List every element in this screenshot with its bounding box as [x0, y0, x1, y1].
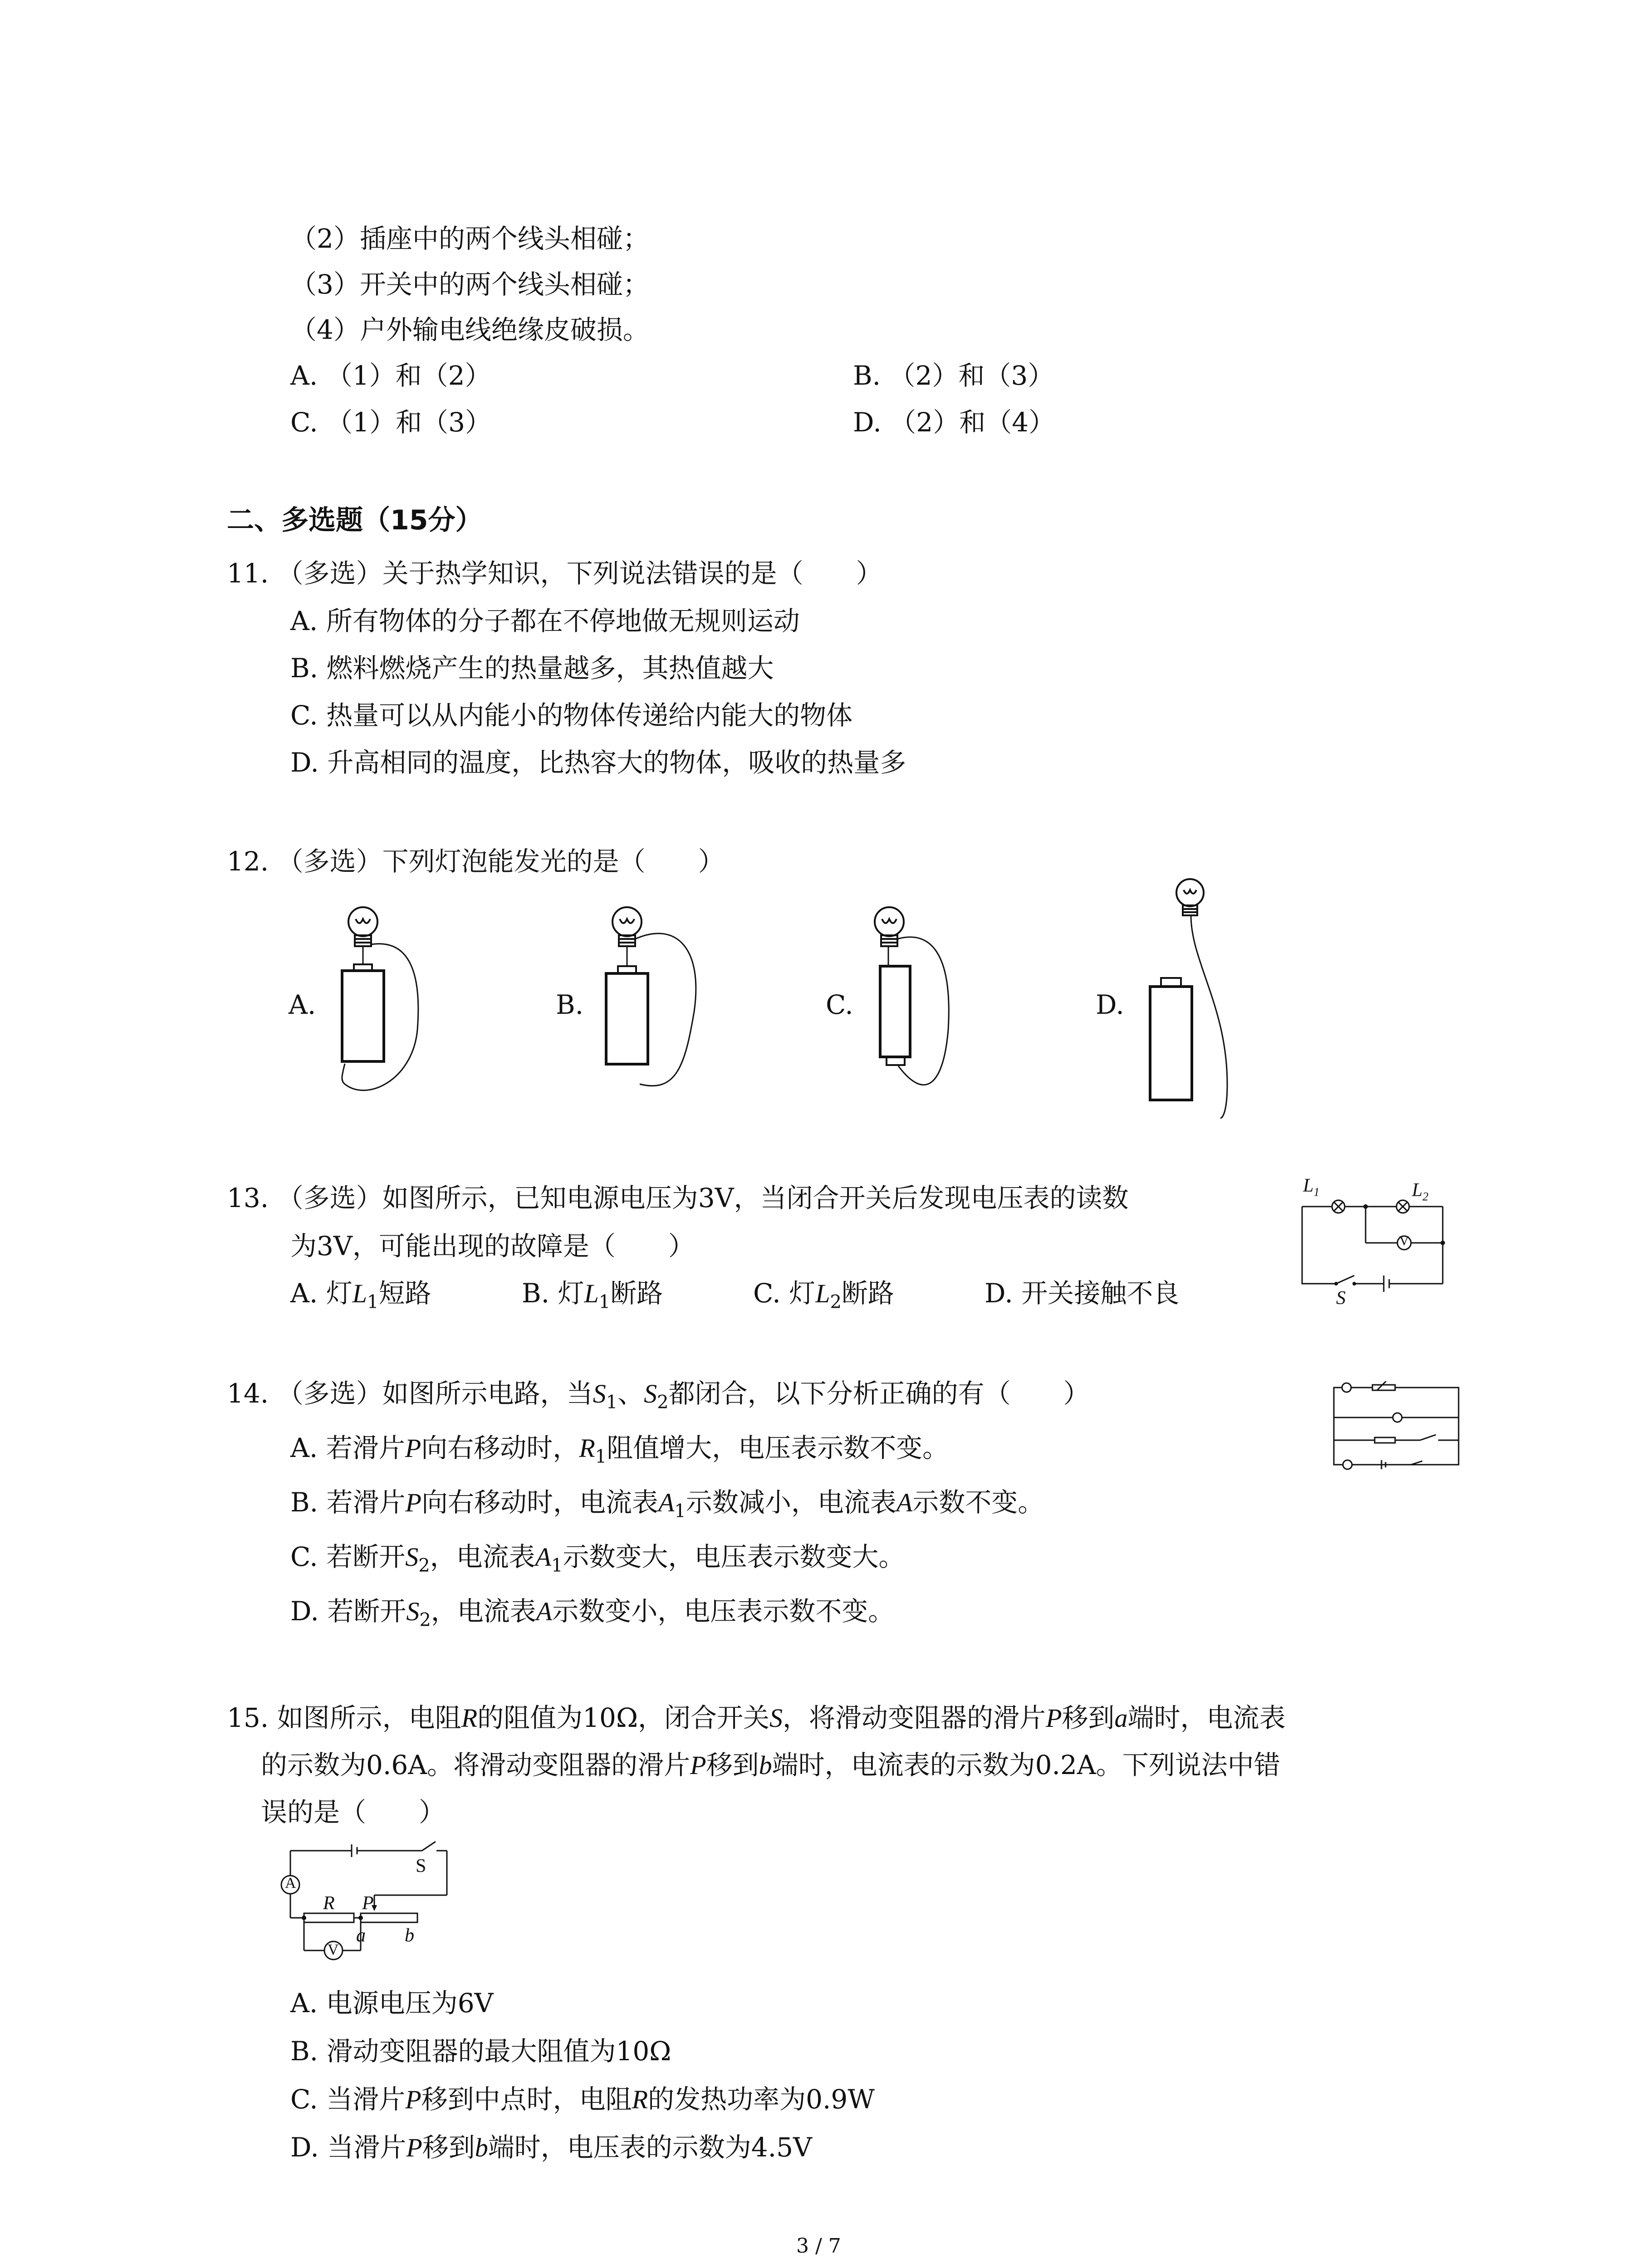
q14-a-pre: A. 若滑片: [290, 1432, 405, 1463]
q15-l2-b: 。将滑动变阻器的滑片: [427, 1750, 691, 1780]
q13-b-pre: B. 灯: [522, 1278, 584, 1309]
q15-fig-ammeter: A: [285, 1875, 296, 1892]
q15-b-pre: B. 滑动变阻器的最大阻值为: [290, 2036, 616, 2067]
q13-option-c: [753, 1280, 894, 1311]
bulb-circuit-c: [853, 894, 971, 1116]
q15-l2-e: 。下列说法中错: [1096, 1750, 1280, 1780]
item-2: （2）插座中的两个线头相碰；: [290, 223, 649, 254]
q13-stem-line1: [227, 1185, 1129, 1211]
q15-d-b: b: [475, 2133, 488, 2162]
q15-option-a: [290, 1988, 494, 2019]
q14-b-a2: A: [896, 1488, 913, 1517]
q14-c-s: S: [405, 1542, 419, 1572]
q11-option-b: B. 燃料燃烧产生的热量越多，其热值越大: [290, 653, 774, 684]
q14-option-a: [290, 1432, 949, 1467]
q15-l2-c: 移到: [706, 1750, 759, 1780]
q15-c-val: 0.9W: [806, 2084, 875, 2115]
q14-s1-sub: 1: [606, 1392, 618, 1413]
q13-option-a: [290, 1280, 431, 1311]
q13-b-sub: 1: [598, 1291, 611, 1313]
q15-l1-c: ，闭合开关: [638, 1702, 770, 1733]
q15-fig-s: S: [416, 1856, 426, 1877]
q14-a-r-sub: 1: [595, 1446, 607, 1467]
q15-d-mid: 移到: [422, 2132, 475, 2163]
q15-circuit: [272, 1837, 481, 1982]
section-title: 二、多选题（15分）: [227, 504, 483, 536]
q13-voltage-1: 3V: [698, 1183, 734, 1213]
q12-label-b: B.: [556, 989, 584, 1020]
q14-option-d: [290, 1598, 894, 1629]
q14-option-b: [290, 1489, 1044, 1520]
q14-d-s: S: [406, 1597, 420, 1626]
q14-d-post: 示数变小，电压表示数不变。: [552, 1596, 895, 1627]
q13-fig-s: S: [1336, 1288, 1346, 1309]
q14-c-a-sub: 1: [551, 1555, 563, 1576]
q14-a-r: R: [579, 1433, 595, 1463]
q15-l2-d: 端时，电流表的示数为: [772, 1750, 1035, 1780]
q12-label-d: D.: [1096, 989, 1124, 1020]
q13-c-post: 断路: [841, 1278, 894, 1309]
q15-a-pre: A. 电源电压为: [290, 1988, 458, 2019]
q14-b-mid: 向右移动时，电流表: [421, 1487, 658, 1518]
q13-fig-v: V: [1399, 1233, 1409, 1248]
q14-c-pre: C. 若断开: [290, 1541, 406, 1572]
q15-l1-f: 端时，电流表: [1127, 1702, 1286, 1733]
q15-l1-e: 移到: [1062, 1702, 1115, 1733]
q13-c-pre: C. 灯: [753, 1278, 816, 1309]
q14-b-mid2: 示数减小，电流表: [686, 1487, 896, 1518]
q15-l2-a: 的示数为: [261, 1750, 367, 1780]
q15-option-d: [290, 2134, 812, 2161]
q15-c-r: R: [632, 2085, 648, 2114]
q15-l1-a2: a: [1114, 1703, 1128, 1733]
q14-s2-sub: 2: [657, 1392, 669, 1413]
q13-stem-post: ，当闭合开关后发现电压表的读数: [734, 1183, 1129, 1213]
q14-stem-post: 都闭合，以下分析正确的有（ ）: [668, 1378, 1090, 1409]
q11-stem: 11. （多选）关于热学知识，下列说法错误的是（ ）: [227, 558, 882, 589]
q13-b-var: L: [584, 1279, 599, 1308]
q11-option-a: A. 所有物体的分子都在不停地做无规则运动: [290, 606, 800, 636]
q14-circuit: [1329, 1381, 1465, 1474]
q15-l1-b: 的阻值为: [477, 1702, 583, 1733]
item-3: （3）开关中的两个线头相碰；: [290, 269, 649, 300]
bulb-circuit-a: [318, 894, 436, 1116]
q10-option-a: A. （1）和（2）: [290, 360, 491, 391]
q14-c-a: A: [535, 1542, 552, 1572]
q15-d-val: 4.5V: [751, 2132, 812, 2163]
q14-option-c: [290, 1541, 905, 1576]
q14-b-a: A: [658, 1488, 675, 1517]
q15-c-pre: C. 当滑片: [290, 2084, 406, 2115]
q15-l1-p: P: [1046, 1703, 1062, 1733]
q15-d-mid2: 端时，电压表的示数为: [488, 2132, 751, 2163]
q15-stem-line2: [261, 1752, 1280, 1779]
q12-label-c: C.: [826, 989, 853, 1020]
q11-option-d: D. 升高相同的温度，比热容大的物体，吸收的热量多: [290, 747, 906, 778]
q13-c-var: L: [815, 1279, 830, 1308]
q15-l2-p: P: [690, 1750, 706, 1780]
q15-l2-i1: 0.6A: [366, 1750, 427, 1780]
q14-a-post: 阻值增大，电压表示数不变。: [607, 1432, 949, 1463]
q14-stem-pre: 14. （多选）如图所示电路，当: [227, 1378, 593, 1409]
q15-fig-r: R: [323, 1893, 335, 1914]
q15-option-c: [290, 2086, 875, 2113]
q13-line2-pre: 为: [290, 1231, 317, 1261]
q13-a-var: L: [352, 1279, 367, 1308]
q15-l1-a: 15. 如图所示，电阻: [227, 1702, 461, 1733]
q13-fig-l1: $L_1$: [1303, 1175, 1320, 1199]
q13-stem-line2: [290, 1233, 695, 1259]
q13-a-sub: 1: [367, 1291, 379, 1313]
q14-c-mid: ，电流表: [430, 1541, 535, 1572]
q13-c-sub: 2: [830, 1291, 842, 1313]
q14-b-pre: B. 若滑片: [290, 1487, 406, 1518]
q14-c-post: 示数变大，电压表示数变大。: [563, 1541, 905, 1572]
q13-voltage-2: 3V: [317, 1231, 353, 1261]
q14-d-pre: D. 若断开: [290, 1596, 407, 1627]
q15-d-p: P: [406, 2133, 422, 2162]
q13-line2-post: ，可能出现的故障是（ ）: [352, 1231, 695, 1261]
q14-s2: S: [644, 1379, 657, 1408]
q14-d-s-sub: 2: [419, 1609, 431, 1631]
q15-d-pre: D. 当滑片: [290, 2132, 407, 2163]
q13-a-post: 短路: [378, 1278, 431, 1309]
q11-option-c: C. 热量可以从内能小的物体传递给内能大的物体: [290, 700, 853, 731]
q14-b-post: 示数不变。: [912, 1487, 1044, 1518]
q14-a-p: P: [405, 1433, 421, 1463]
q14-sep: 、: [617, 1378, 644, 1409]
q14-b-p: P: [405, 1488, 421, 1517]
q15-a-val: 6V: [457, 1988, 494, 2019]
bulb-circuit-b: [585, 894, 708, 1116]
q12-label-a: A.: [289, 989, 316, 1020]
q15-l1-d: ，将滑动变阻器的滑片: [783, 1702, 1046, 1733]
item-4: （4）户外输电线绝缘皮破损。: [290, 314, 649, 345]
q14-b-a-sub: 1: [674, 1501, 686, 1522]
q15-l2-b2: b: [759, 1750, 772, 1780]
q15-fig-voltmeter: V: [328, 1941, 339, 1958]
q14-a-mid: 向右移动时，: [421, 1432, 579, 1463]
q10-option-c: C. （1）和（3）: [290, 407, 491, 438]
q13-circuit: [1293, 1175, 1465, 1309]
q15-b-val: 10Ω: [616, 2036, 671, 2067]
q15-l1-s: S: [769, 1703, 783, 1733]
q15-stem-line3: 误的是（ ）: [261, 1797, 446, 1828]
q15-l1-r: R: [461, 1703, 478, 1733]
q15-c-mid: 移到中点时，电阻: [421, 2084, 632, 2115]
q13-fig-l2: $L_2$: [1412, 1180, 1429, 1203]
q15-stem-line1: [227, 1702, 1286, 1733]
q13-a-pre: A. 灯: [290, 1278, 353, 1309]
q14-s1: S: [593, 1379, 606, 1408]
q10-option-d: D. （2）和（4）: [853, 407, 1055, 438]
q14-d-mid: ，电流表: [431, 1596, 536, 1627]
q13-option-d: D. 开关接触不良: [985, 1278, 1180, 1309]
q14-stem: [227, 1380, 1090, 1412]
bulb-circuit-d: [1123, 871, 1254, 1125]
q15-c-mid2: 的发热功率为: [648, 2084, 806, 2115]
q15-fig-a: a: [356, 1925, 366, 1946]
q13-stem-pre: 13. （多选）如图所示，已知电源电压为: [227, 1183, 698, 1213]
q15-c-p: P: [405, 2085, 421, 2114]
q15-fig-p: P: [362, 1893, 374, 1914]
q13-option-b: [522, 1280, 663, 1311]
page-number: 3 / 7: [796, 2234, 841, 2258]
q15-fig-b: b: [405, 1925, 414, 1946]
q10-option-b: B. （2）和（3）: [853, 360, 1054, 391]
q12-stem: 12. （多选）下列灯泡能发光的是（ ）: [227, 846, 725, 877]
q15-l1-ohm: 10Ω: [583, 1702, 638, 1733]
q14-d-a: A: [536, 1597, 553, 1626]
q15-l2-i2: 0.2A: [1035, 1750, 1096, 1780]
q13-b-post: 断路: [610, 1278, 663, 1309]
q14-c-s-sub: 2: [418, 1555, 430, 1576]
q15-option-b: [290, 2036, 671, 2067]
